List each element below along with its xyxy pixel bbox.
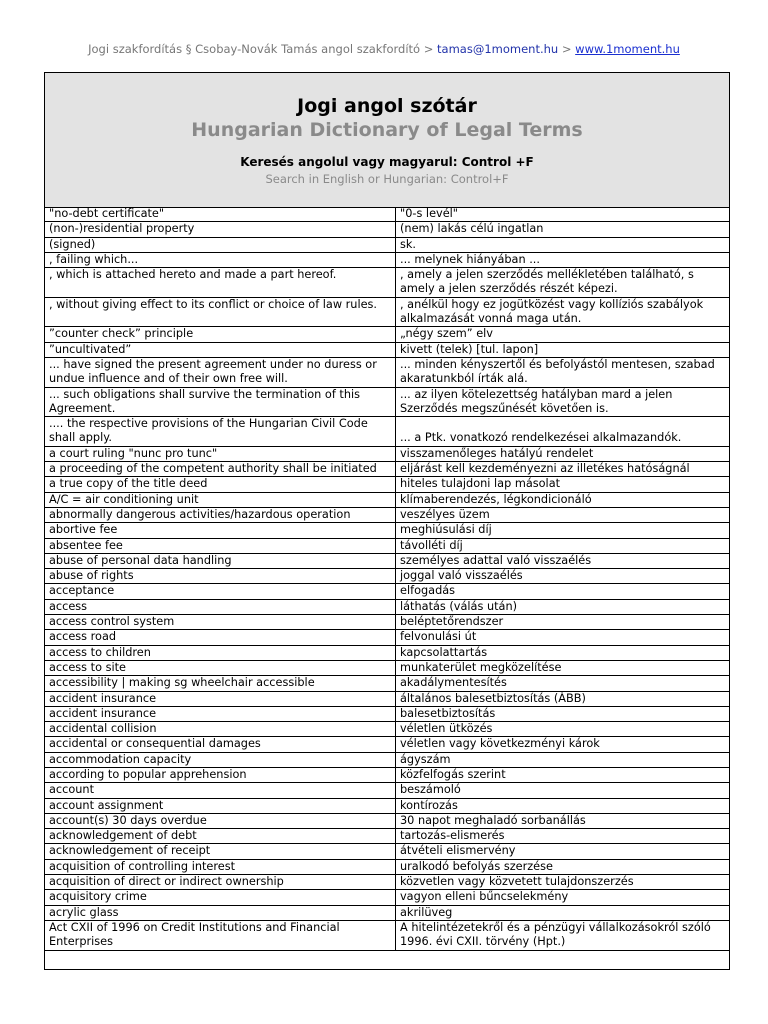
term-english: , failing which... — [45, 252, 396, 267]
website-link[interactable]: www.1moment.hu — [575, 42, 680, 56]
table-row — [45, 584, 729, 599]
term-hungarian: munkaterület megközelítése — [396, 660, 730, 675]
term-english: acceptance — [45, 584, 396, 599]
term-english: access — [45, 599, 396, 614]
table-row — [45, 327, 729, 342]
term-hungarian: beszámoló — [396, 783, 730, 798]
table-row — [45, 523, 729, 538]
term-english: acquisition of direct or indirect ownership — [45, 875, 396, 890]
search-hint-english: Search in English or Hungarian: Control+F — [265, 172, 509, 186]
table-row — [45, 207, 729, 222]
term-hungarian: közfelfogás szerint — [396, 767, 730, 782]
term-english: accidental collision — [45, 722, 396, 737]
term-hungarian: beléptetőrendszer — [396, 615, 730, 630]
search-hint-hungarian: Keresés angolul vagy magyarul: Control +F — [240, 155, 534, 169]
term-hungarian: ... melynek hiányában ... — [396, 252, 730, 267]
term-hungarian: akrilüveg — [396, 905, 730, 920]
term-english: a proceeding of the competent authority shall be initiated — [45, 462, 396, 477]
term-english: ”uncultivated” — [45, 342, 396, 357]
term-english: A/C = air conditioning unit — [45, 492, 396, 507]
term-hungarian: joggal való visszaélés — [396, 569, 730, 584]
term-english: acrylic glass — [45, 905, 396, 920]
term-english: account assignment — [45, 798, 396, 813]
table-row — [45, 920, 729, 950]
term-hungarian: ... minden kényszertől és befolyástól mentesen, szabad akaratunkból írták alá. — [396, 357, 730, 387]
term-english: .... the respective provisions of the Hungarian Civil Code shall apply. — [45, 417, 396, 447]
term-english: ”counter check” principle — [45, 327, 396, 342]
term-english: abuse of rights — [45, 569, 396, 584]
term-english: abuse of personal data handling — [45, 553, 396, 568]
term-hungarian: ágyszám — [396, 752, 730, 767]
term-hungarian: tartozás-elismerés — [396, 829, 730, 844]
table-row — [45, 905, 729, 920]
table-row — [45, 252, 729, 267]
term-english: acknowledgement of debt — [45, 829, 396, 844]
dictionary-frame — [44, 72, 730, 970]
term-hungarian: közvetlen vagy közvetett tulajdonszerzés — [396, 875, 730, 890]
table-row — [45, 446, 729, 461]
term-english: accidental or consequential damages — [45, 737, 396, 752]
table-row — [45, 553, 729, 568]
term-hungarian: általános balesetbiztosítás (ÁBB) — [396, 691, 730, 706]
term-english: a court ruling "nunc pro tunc" — [45, 446, 396, 461]
term-hungarian: "0-s levél" — [396, 207, 730, 222]
term-hungarian: felvonulási út — [396, 630, 730, 645]
table-row — [45, 569, 729, 584]
table-row — [45, 890, 729, 905]
term-english: acquisition of controlling interest — [45, 859, 396, 874]
term-english: account — [45, 783, 396, 798]
table-row — [45, 722, 729, 737]
term-hungarian: véletlen ütközés — [396, 722, 730, 737]
term-english: according to popular apprehension — [45, 767, 396, 782]
term-english: Act CXII of 1996 on Credit Institutions and Financial Enterprises — [45, 920, 396, 950]
term-hungarian: láthatás (válás után) — [396, 599, 730, 614]
term-english: (non-)residential property — [45, 222, 396, 237]
term-hungarian: 30 napot meghaladó sorbanállás — [396, 813, 730, 828]
table-row — [45, 599, 729, 614]
term-hungarian: A hitelintézetekről és a pénzügyi vállalkozásokról szóló 1996. évi CXII. törvény (Hpt.) — [396, 920, 730, 950]
term-english: "no-debt certificate" — [45, 207, 396, 222]
term-hungarian: klímaberendezés, légkondicionáló — [396, 492, 730, 507]
term-english: acquisitory crime — [45, 890, 396, 905]
dictionary-body — [45, 207, 729, 950]
term-english: absentee fee — [45, 538, 396, 553]
term-hungarian: vagyon elleni bűncselekmény — [396, 890, 730, 905]
table-row — [45, 767, 729, 782]
table-row — [45, 507, 729, 522]
table-row — [45, 676, 729, 691]
term-english: accident insurance — [45, 691, 396, 706]
term-english: , which is attached hereto and made a part hereof. — [45, 268, 396, 298]
term-hungarian: ... a Ptk. vonatkozó rendelkezései alkalmazandók. — [396, 417, 730, 447]
term-english: abortive fee — [45, 523, 396, 538]
term-hungarian: sk. — [396, 237, 730, 252]
table-row — [45, 297, 729, 327]
table-row — [45, 813, 729, 828]
table-row — [45, 630, 729, 645]
term-hungarian: kontírozás — [396, 798, 730, 813]
term-english: acknowledgement of receipt — [45, 844, 396, 859]
table-row — [45, 222, 729, 237]
table-row — [45, 462, 729, 477]
table-row — [45, 492, 729, 507]
table-row — [45, 706, 729, 721]
term-hungarian: véletlen vagy következményi károk — [396, 737, 730, 752]
email-link[interactable]: tamas@1moment.hu — [437, 42, 559, 56]
table-row — [45, 798, 729, 813]
title-english: Hungarian Dictionary of Legal Terms — [191, 119, 583, 141]
term-hungarian: , amely a jelen szerződés mellékletében található, s amely a jelen szerződés részét képezi. — [396, 268, 730, 298]
term-english: access to site — [45, 660, 396, 675]
term-hungarian: uralkodó befolyás szerzése — [396, 859, 730, 874]
term-english: abnormally dangerous activities/hazardous operation — [45, 507, 396, 522]
table-row — [45, 417, 729, 447]
table-row — [45, 237, 729, 252]
table-row — [45, 844, 729, 859]
term-hungarian: akadálymentesítés — [396, 676, 730, 691]
term-hungarian: átvételi elismervény — [396, 844, 730, 859]
term-english: accommodation capacity — [45, 752, 396, 767]
table-row — [45, 477, 729, 492]
table-row — [45, 783, 729, 798]
table-row — [45, 538, 729, 553]
term-hungarian: ... az ilyen kötelezettség hatályban mard a jelen Szerződés megszűnését követően is. — [396, 387, 730, 417]
table-row — [45, 387, 729, 417]
table-row — [45, 342, 729, 357]
term-hungarian: (nem) lakás célú ingatlan — [396, 222, 730, 237]
dictionary-table — [45, 207, 729, 951]
term-english: ... such obligations shall survive the termination of this Agreement. — [45, 387, 396, 417]
term-hungarian: eljárást kell kezdeményezni az illetékes hatóságnál — [396, 462, 730, 477]
term-hungarian: veszélyes üzem — [396, 507, 730, 522]
term-english: account(s) 30 days overdue — [45, 813, 396, 828]
term-hungarian: elfogadás — [396, 584, 730, 599]
page-header-line — [0, 42, 768, 56]
term-hungarian: távolléti díj — [396, 538, 730, 553]
term-hungarian: „négy szem” elv — [396, 327, 730, 342]
table-row — [45, 660, 729, 675]
breadcrumb-separator: > — [423, 42, 434, 56]
term-hungarian: személyes adattal való visszaélés — [396, 553, 730, 568]
term-english: , without giving effect to its conflict or choice of law rules. — [45, 297, 396, 327]
table-row — [45, 875, 729, 890]
term-english: ... have signed the present agreement under no duress or undue influence and of their own free will. — [45, 357, 396, 387]
dictionary-header — [45, 73, 729, 208]
term-english: a true copy of the title deed — [45, 477, 396, 492]
term-english: access road — [45, 630, 396, 645]
table-row — [45, 691, 729, 706]
term-hungarian: kivett (telek) [tul. lapon] — [396, 342, 730, 357]
table-row — [45, 645, 729, 660]
breadcrumb-separator: > — [561, 42, 572, 56]
header-prefix: Jogi szakfordítás § Csobay-Novák Tamás angol szakfordító — [88, 42, 421, 56]
term-hungarian: hiteles tulajdoni lap másolat — [396, 477, 730, 492]
table-row — [45, 859, 729, 874]
table-row — [45, 829, 729, 844]
term-hungarian: meghiúsulási díj — [396, 523, 730, 538]
term-hungarian: kapcsolattartás — [396, 645, 730, 660]
table-row — [45, 752, 729, 767]
term-english: accident insurance — [45, 706, 396, 721]
table-row — [45, 615, 729, 630]
term-hungarian: visszamenőleges hatályú rendelet — [396, 446, 730, 461]
table-row — [45, 268, 729, 298]
title-hungarian: Jogi angol szótár — [297, 95, 477, 117]
term-hungarian: balesetbiztosítás — [396, 706, 730, 721]
term-english: access to children — [45, 645, 396, 660]
table-row — [45, 737, 729, 752]
table-row — [45, 357, 729, 387]
term-english: (signed) — [45, 237, 396, 252]
term-english: access control system — [45, 615, 396, 630]
term-english: accessibility | making sg wheelchair accessible — [45, 676, 396, 691]
term-hungarian: , anélkül hogy ez jogütközést vagy kollíziós szabályok alkalmazását vonná maga után. — [396, 297, 730, 327]
